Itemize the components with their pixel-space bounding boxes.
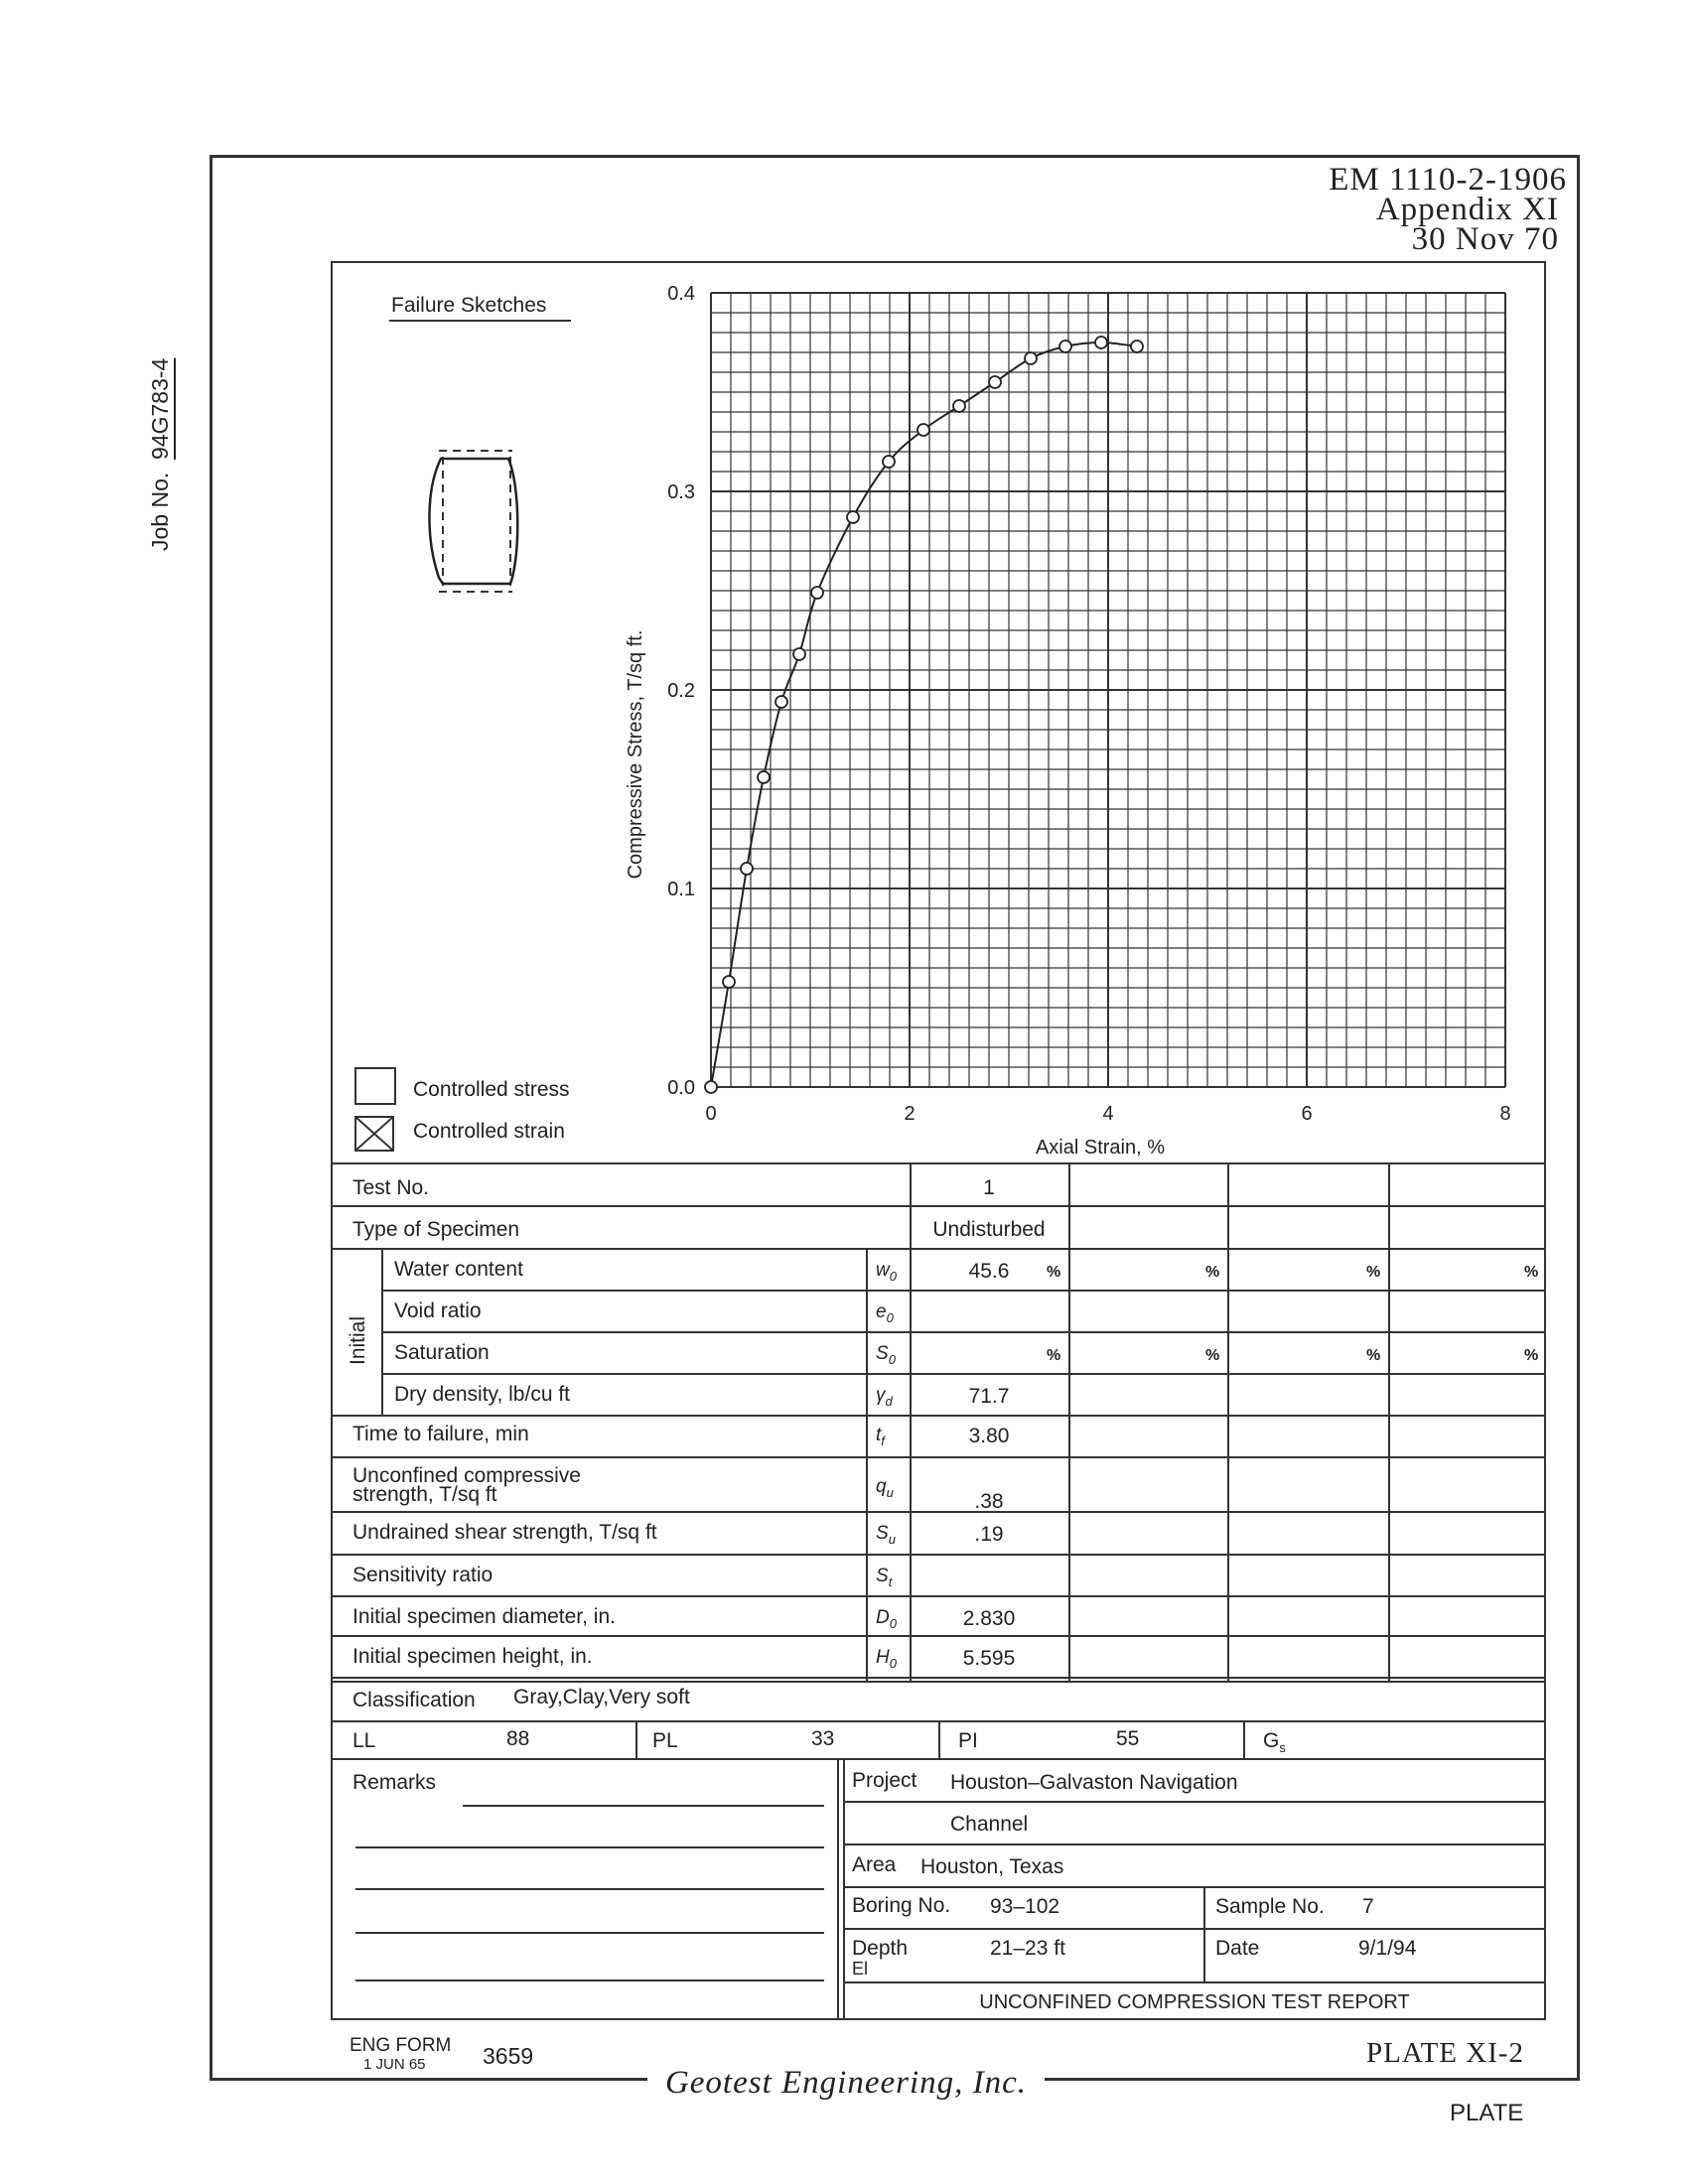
pl-value: 33	[811, 1727, 835, 1750]
row-symbol-height: $H_0$	[876, 1647, 897, 1671]
x-tick-label: 4	[1102, 1103, 1114, 1125]
controlled-strain-label: Controlled strain	[413, 1120, 565, 1143]
percent-sign: %	[1047, 1264, 1061, 1281]
job-number	[147, 358, 174, 551]
remarks-line-2	[355, 1846, 824, 1848]
data-point	[1025, 352, 1037, 364]
project-line1: Houston–Galvaston Navigation	[950, 1771, 1238, 1794]
project-line-e	[843, 1981, 1546, 1983]
project-line-d	[843, 1928, 1546, 1930]
sample-label: Sample No.	[1215, 1895, 1325, 1918]
row-value-diam: 2.830	[962, 1607, 1016, 1630]
el-label: El	[852, 1959, 869, 1979]
appendix: Appendix XI	[1375, 192, 1559, 227]
percent-sign: %	[1205, 1347, 1220, 1364]
project-line-a	[843, 1801, 1546, 1803]
table-hline	[333, 1162, 1546, 1164]
row-label-sat: Saturation	[394, 1341, 490, 1364]
row-symbol-time: $t_f$	[876, 1425, 885, 1448]
data-point	[776, 696, 787, 708]
boring-sample-divider	[1203, 1886, 1205, 1981]
plate-label: PLATE XI-2	[1366, 2037, 1525, 2069]
data-point	[811, 587, 823, 599]
x-tick-label: 0	[705, 1103, 717, 1125]
percent-sign: %	[1205, 1264, 1220, 1281]
row-label-void: Void ratio	[394, 1299, 482, 1322]
job-number-value: 94G783-4	[147, 357, 173, 460]
y-tick-label: 0.1	[667, 879, 695, 900]
limits-divider-3	[1243, 1720, 1245, 1758]
pi-value: 55	[1116, 1727, 1140, 1750]
document-header	[1329, 162, 1567, 257]
row-symbol-void: $e_0$	[876, 1301, 894, 1325]
row-label-time: Time to failure, min	[352, 1423, 529, 1445]
table-hline	[333, 1554, 1546, 1556]
row-symbol-sat: $S_0$	[876, 1343, 896, 1367]
failure-sketch	[417, 447, 536, 596]
table-hline	[381, 1331, 1546, 1333]
table-hline	[333, 1677, 1546, 1679]
row-label-water: Water content	[394, 1258, 523, 1281]
remarks-divider-a	[837, 1758, 839, 2020]
gs-label: $G_s$	[1263, 1729, 1286, 1756]
limits-divider-1	[635, 1720, 637, 1758]
project-label: Project	[852, 1769, 917, 1792]
table-hline	[333, 1456, 1546, 1458]
company-name: Geotest Engineering, Inc.	[647, 2065, 1045, 2101]
limits-divider-2	[938, 1720, 940, 1758]
row-label-sens: Sensitivity ratio	[352, 1564, 494, 1586]
test-no-label: Test No.	[352, 1176, 430, 1199]
row-value-shear: .19	[974, 1523, 1004, 1546]
report-title: UNCONFINED COMPRESSION TEST REPORT	[979, 1991, 1410, 2013]
table-vline	[1227, 1162, 1229, 1681]
sample-value: 7	[1362, 1895, 1374, 1918]
failure-sketches-label: Failure Sketches	[391, 294, 547, 317]
data-point	[723, 976, 735, 988]
project-line2: Channel	[950, 1813, 1029, 1836]
row-symbol-shear: $S_u$	[876, 1523, 896, 1547]
table-hline	[333, 1415, 1546, 1417]
eng-form-label: ENG FORM	[350, 2035, 452, 2056]
controlled-stress-box	[354, 1067, 396, 1105]
table-hline	[333, 1635, 1546, 1637]
x-tick-label: 8	[1499, 1103, 1511, 1125]
series-curve	[711, 342, 1137, 1087]
row-label2-ucs: strength, T/sq ft	[352, 1483, 497, 1506]
chart-ticks	[667, 283, 1510, 1125]
remarks-label: Remarks	[352, 1771, 437, 1794]
classification-label: Classification	[352, 1689, 476, 1711]
row-symbol-sens: $S_t$	[876, 1566, 893, 1589]
data-point	[917, 424, 929, 436]
remarks-line-5	[355, 1979, 824, 1981]
row-symbol-ucs: $q_u$	[876, 1476, 894, 1500]
row-value-time: 3.80	[968, 1425, 1010, 1447]
percent-sign: %	[1524, 1264, 1539, 1281]
x-tick-label: 6	[1301, 1103, 1313, 1125]
symbol-divider	[866, 1248, 868, 1681]
percent-sign: %	[1366, 1264, 1381, 1281]
date-label: Date	[1215, 1937, 1260, 1960]
x-tick-label: 2	[904, 1103, 916, 1125]
limits-line	[333, 1758, 1546, 1760]
chart-grid	[711, 293, 1505, 1087]
remarks-line-4	[355, 1932, 824, 1934]
percent-sign: %	[1047, 1347, 1061, 1364]
data-point	[1131, 341, 1143, 352]
project-line-b	[843, 1843, 1546, 1845]
y-axis-label: Compressive Stress, T/sq ft.	[625, 629, 646, 880]
area-value: Houston, Texas	[920, 1855, 1064, 1878]
percent-sign: %	[1366, 1347, 1381, 1364]
eng-form-number: 3659	[483, 2043, 534, 2069]
table-hline	[381, 1373, 1546, 1375]
pl-label: PL	[652, 1729, 678, 1752]
doc-date: 30 Nov 70	[1411, 221, 1559, 257]
data-point	[953, 400, 965, 412]
table-vline	[1068, 1162, 1070, 1681]
eng-form-date: 1 JUN 65	[363, 2056, 426, 2073]
data-point	[1095, 337, 1107, 348]
table-hline-double	[333, 1681, 1546, 1683]
stress-strain-chart	[596, 268, 1529, 1161]
test-no-value: 1	[983, 1176, 995, 1199]
data-point	[758, 771, 770, 783]
table-hline	[333, 1205, 1546, 1207]
data-point	[883, 456, 895, 468]
date-value: 9/1/94	[1358, 1937, 1417, 1960]
row-label-ucs: Unconfined compressive	[352, 1464, 581, 1487]
specimen-type-label: Type of Specimen	[352, 1218, 520, 1241]
row-label-shear: Undrained shear strength, T/sq ft	[352, 1521, 657, 1544]
controlled-strain-checkbox	[354, 1116, 396, 1154]
row-symbol-water: $w_0$	[876, 1260, 897, 1284]
doc-number: EM 1110-2-1906	[1329, 162, 1567, 198]
remarks-line-3	[355, 1888, 824, 1890]
controlled-stress-label: Controlled stress	[413, 1078, 570, 1101]
row-value-water: 45.6	[968, 1260, 1010, 1283]
row-label-dry: Dry density, lb/cu ft	[394, 1383, 571, 1406]
row-label-diam: Initial specimen diameter, in.	[352, 1605, 616, 1628]
plate-bottom-label: PLATE	[1450, 2100, 1524, 2126]
failure-sketches-underline	[389, 320, 571, 322]
depth-value: 21–23 ft	[990, 1937, 1065, 1960]
depth-label: Depth	[852, 1937, 909, 1960]
job-number-label: Job No.	[147, 472, 173, 551]
y-tick-label: 0.2	[667, 680, 695, 702]
ll-value: 88	[506, 1727, 530, 1750]
data-point	[741, 863, 753, 875]
row-value-height: 5.595	[962, 1647, 1016, 1670]
data-point	[989, 376, 1001, 388]
row-value-ucs: .38	[974, 1490, 1004, 1513]
initial-label: Initial	[347, 1315, 369, 1365]
remarks-line-1	[463, 1805, 824, 1807]
area-label: Area	[852, 1853, 897, 1876]
boring-value: 93–102	[990, 1895, 1060, 1918]
row-value-dry: 71.7	[968, 1385, 1010, 1408]
y-tick-label: 0.3	[667, 481, 695, 503]
boring-label: Boring No.	[852, 1894, 951, 1917]
data-point	[1059, 341, 1071, 352]
table-hline	[333, 1248, 1546, 1250]
project-line-c	[843, 1886, 1546, 1888]
classification-value: Gray,Clay,Very soft	[513, 1686, 690, 1708]
table-vline	[1388, 1162, 1390, 1681]
data-point	[847, 511, 859, 523]
row-label-height: Initial specimen height, in.	[352, 1645, 593, 1668]
ll-label: LL	[352, 1729, 376, 1752]
company-footer	[0, 2065, 1692, 2102]
y-tick-label: 0.0	[667, 1077, 695, 1099]
table-hline	[333, 1595, 1546, 1597]
y-tick-label: 0.4	[667, 283, 695, 305]
row-symbol-dry: $\gamma_d$	[876, 1385, 893, 1409]
pi-label: PI	[958, 1729, 978, 1752]
specimen-type-value: Undisturbed	[932, 1218, 1046, 1241]
x-axis-label: Axial Strain, %	[1035, 1137, 1166, 1159]
initial-divider	[381, 1248, 383, 1415]
percent-sign: %	[1524, 1347, 1539, 1364]
data-point	[705, 1081, 717, 1093]
table-hline	[381, 1290, 1546, 1292]
row-symbol-diam: $D_0$	[876, 1607, 897, 1631]
data-point	[793, 648, 805, 660]
